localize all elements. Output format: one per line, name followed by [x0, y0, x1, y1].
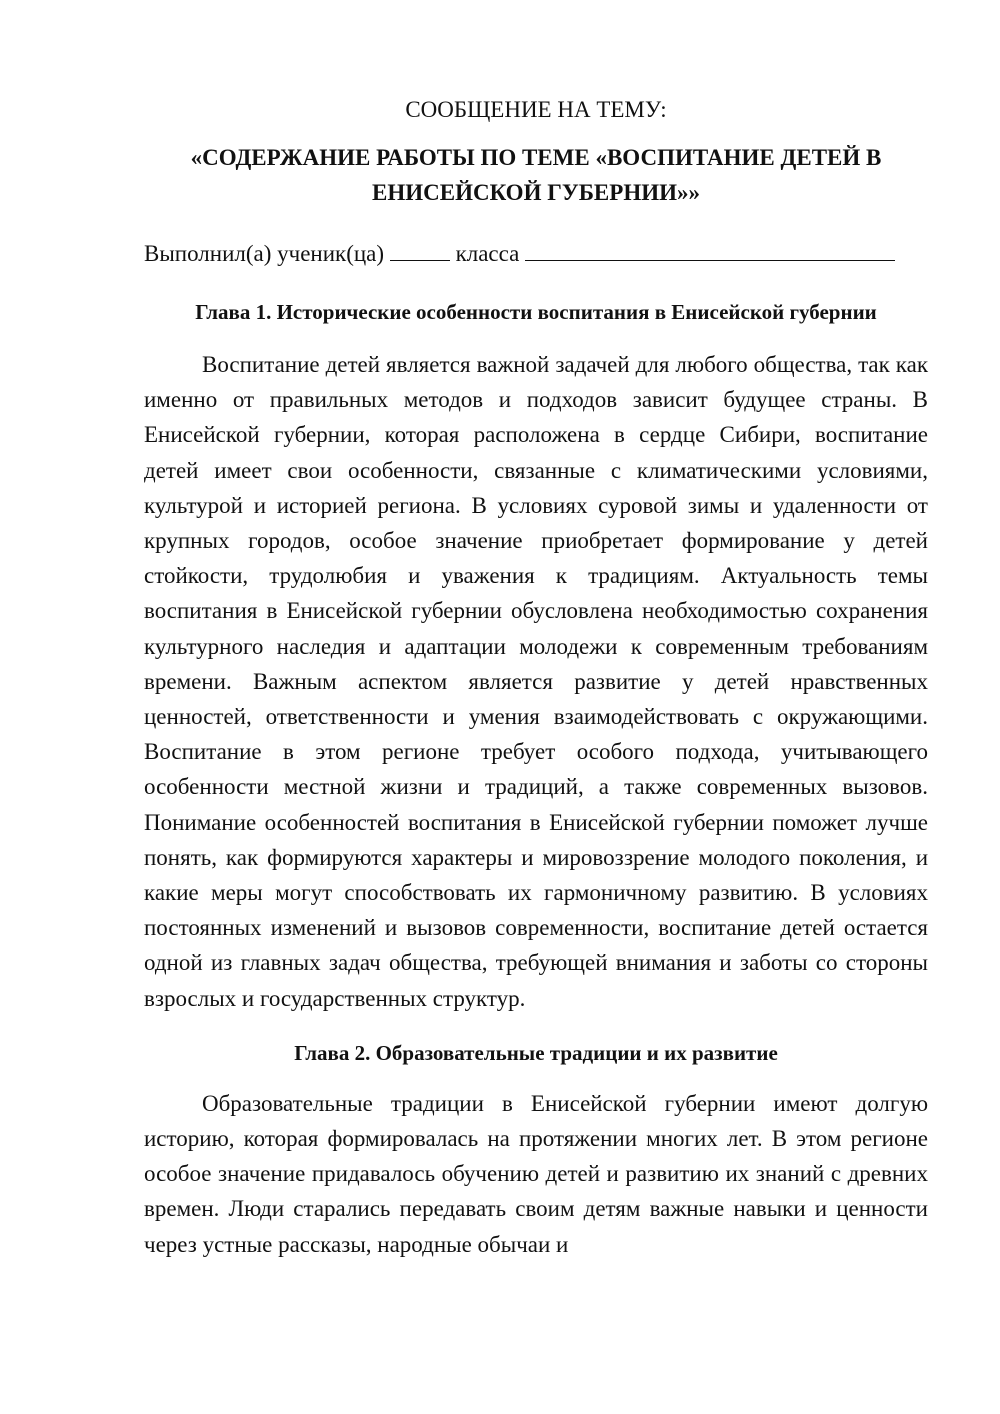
chapter-2-heading: Глава 2. Образовательные традиции и их развитие	[294, 1040, 778, 1065]
class-number-blank	[390, 236, 450, 261]
chapter-1-heading: Глава 1. Исторические особенности воспитания в Енисейской губернии	[195, 300, 877, 324]
author-line	[144, 235, 928, 273]
chapter-2-paragraph: Образовательные традиции в Енисейской губернии имеют долгую историю, которая формировалась на протяжении многих лет. В этом регионе особое значение придавалось обучению детей и развитию их знаний с древних времен. Люди старались передавать своим детям важные навыки и ценности через устные рассказы, народные обычаи и	[144, 1090, 928, 1257]
chapter-1-paragraph: Воспитание детей является важной задачей для любого общества, так как именно от правильных методов и подходов зависит будущее страны. В Енисейской губернии, которая расположена в сердце Сибири, воспитание детей имеет свои особенности, связанные с климатическими условиями, культурой и историей региона. В условиях суровой зимы и удаленности от крупных городов, особое значение приобретает формирование у детей стойкости, трудолюбия и уважения к традициям. Актуальность темы воспитания в Енисейской губернии обусловлена необходимостью сохранения культурного наследия и адаптации молодежи к современным требованиям времени. Важным аспектом является развитие у детей нравственных ценностей, ответственности и умения взаимодействовать с окружающими. Воспитание в этом регионе требует особого подхода, учитывающего особенности местной жизни и традиций, а также современных вызовов. Понимание особенностей воспитания в Енисейской губернии поможет лучше понять, как формируются характеры и мировоззрение молодого поколения, и какие меры могут способствовать их гармоничному развитию. В условиях постоянных изменений и вызовов современности, воспитание детей остается одной из главных задач общества, требующей внимания и заботы со стороны взрослых и государственных структур.	[144, 352, 928, 1011]
document-title: «СОДЕРЖАНИЕ РАБОТЫ ПО ТЕМЕ «ВОСПИТАНИЕ ДЕТЕЙ В ЕНИСЕЙСКОЙ ГУБЕРНИИ»»	[190, 145, 882, 205]
document-page	[144, 90, 928, 1262]
author-prefix: Выполнил(а) ученик(ца)	[144, 241, 385, 266]
document-kicker: СООБЩЕНИЕ НА ТЕМУ:	[405, 97, 667, 122]
author-class-label: класса	[455, 241, 520, 266]
student-name-blank	[525, 236, 895, 261]
